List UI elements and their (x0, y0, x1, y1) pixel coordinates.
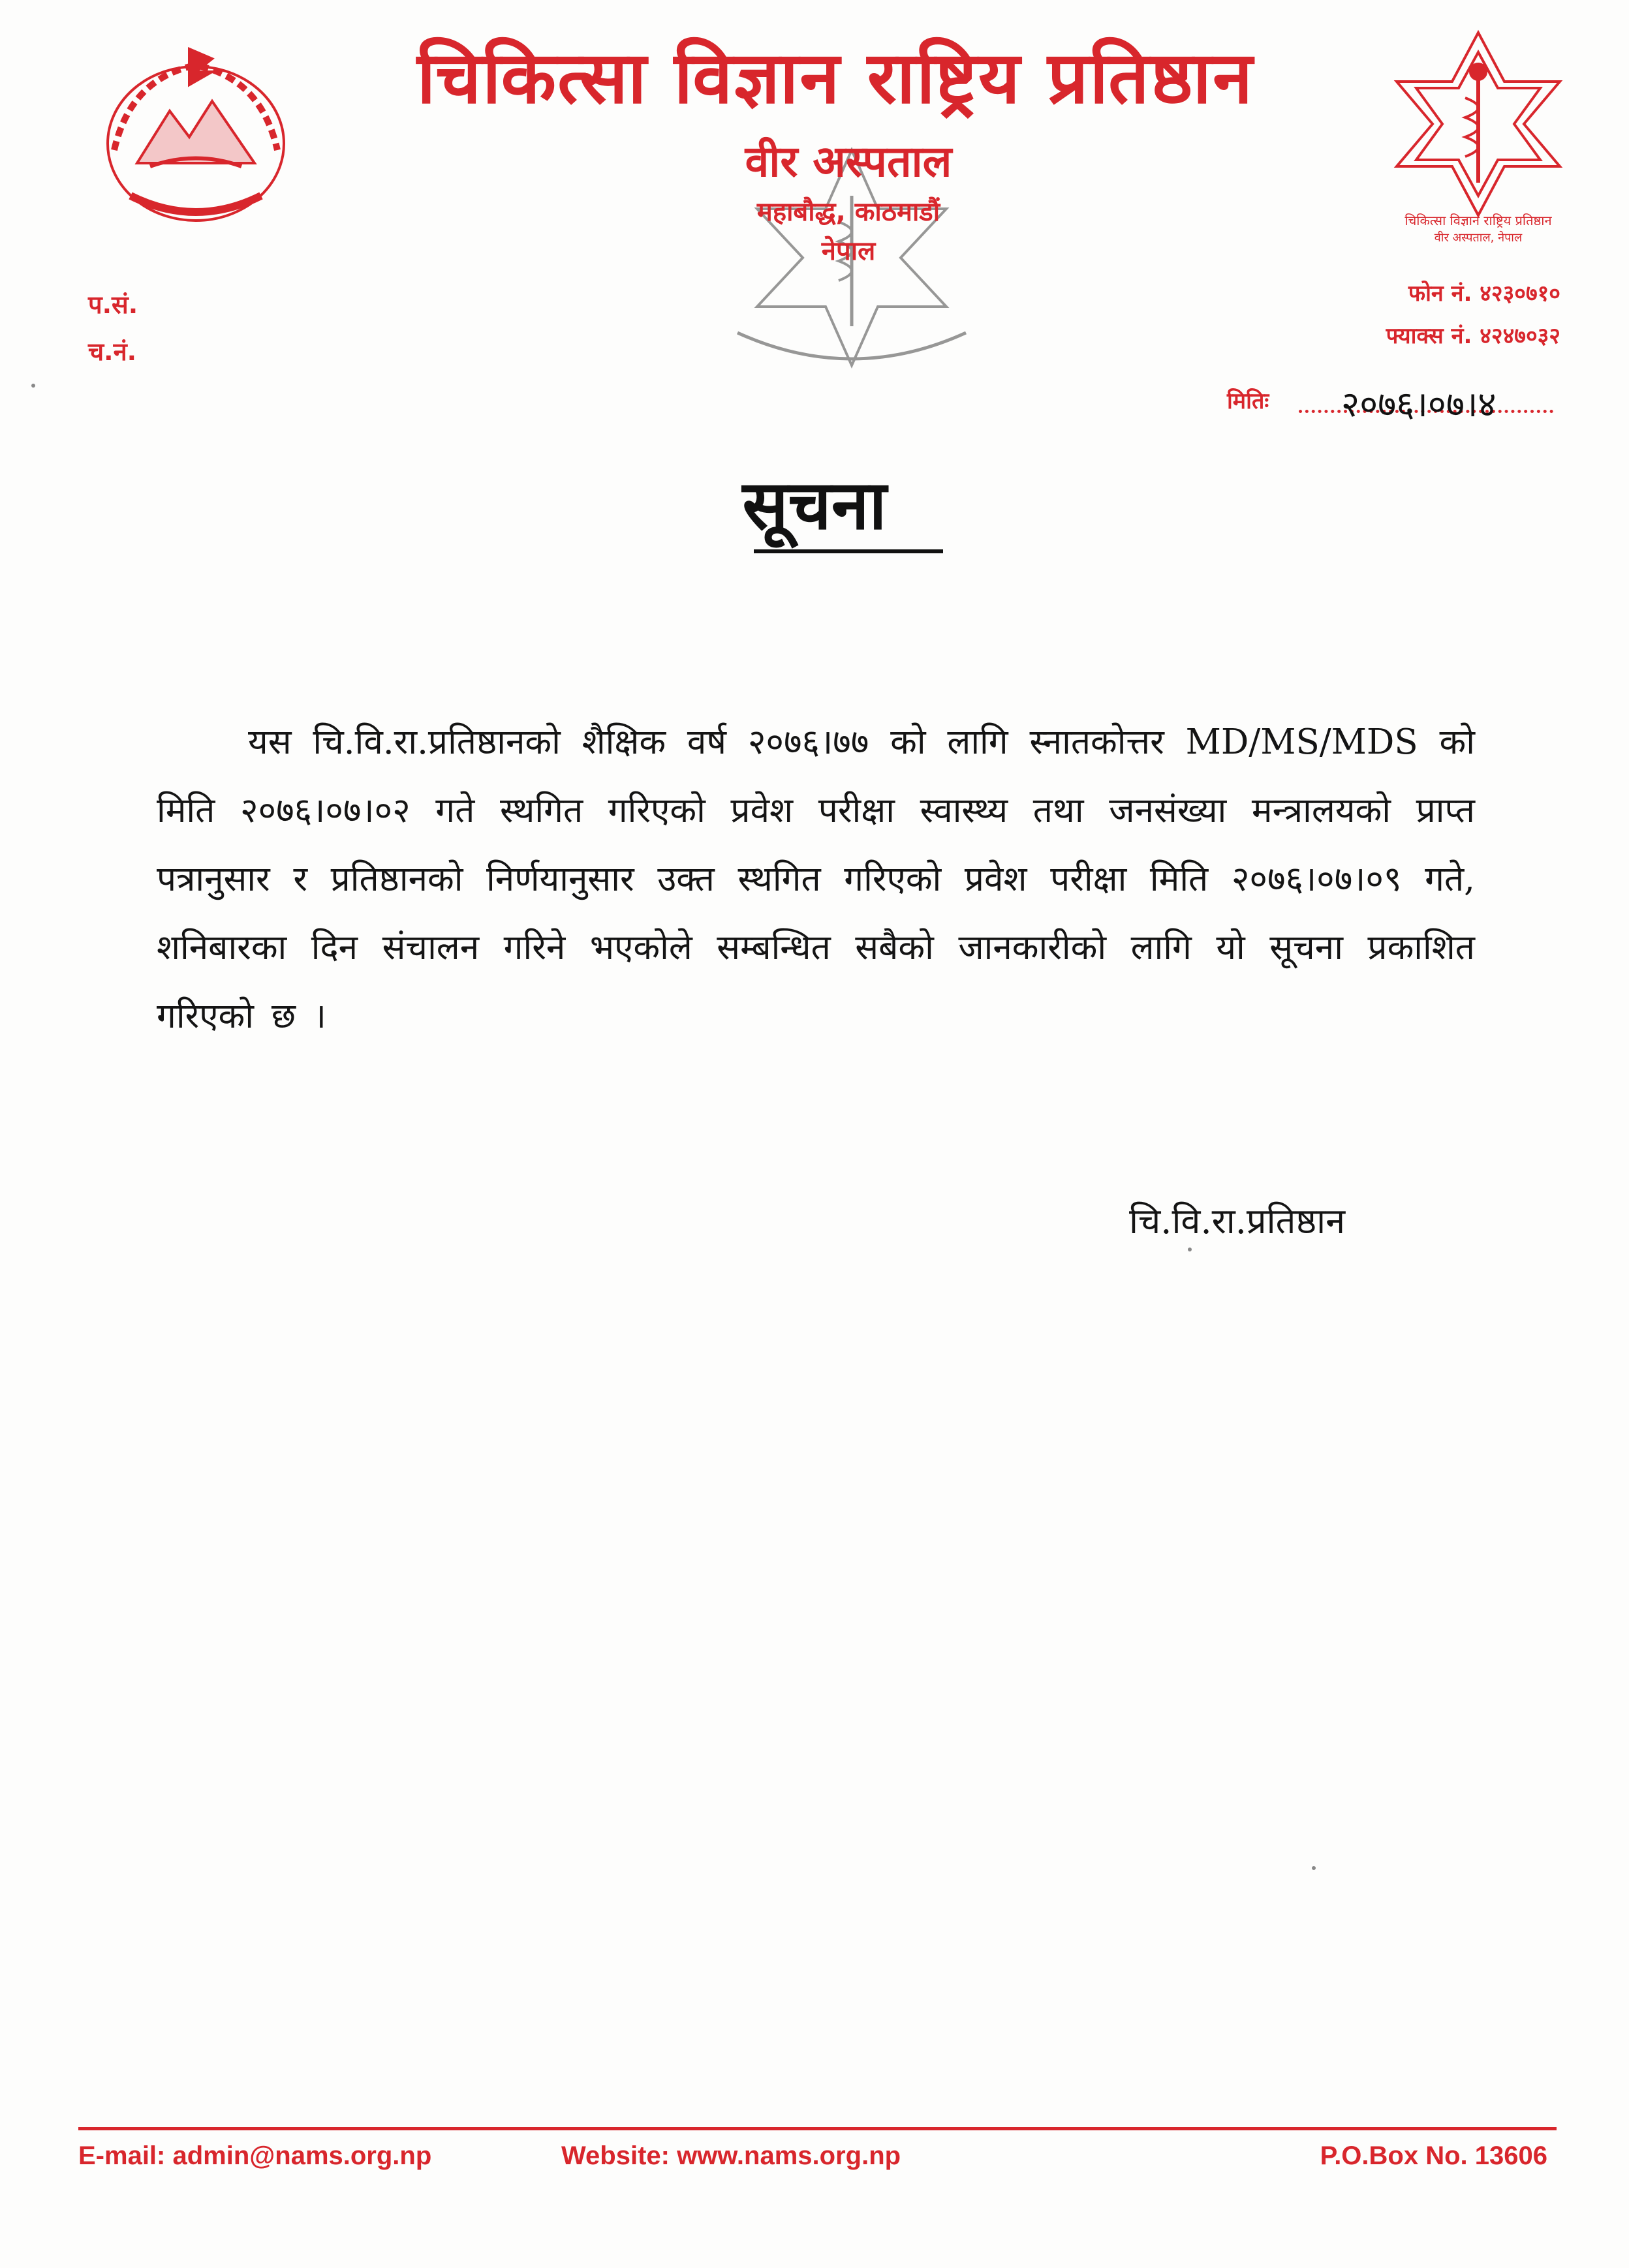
phone-number: फोन नं. ४२३०७१० (1408, 281, 1560, 307)
footer-divider (78, 2127, 1557, 2130)
notice-body: यस चि.वि.रा.प्रतिष्ठानको शैक्षिक वर्ष २०७६।७७ को लागि स्नातकोत्तर MD/MS/MDS को मिति २०७६।०७।०२ गते स्थगित गरिएको प्रवेश परीक्षा स्वास्थ्य तथा जनसंख्या मन्त्रालयको प्राप्त पत्रानुसार र प्रतिष्ठानको निर्णयानुसार उक्त स्थगित गरिएको प्रवेश परीक्षा मिति २०७६।०७।०९ गते, शनिबारका दिन संचालन गरिने भएकोले सम्बन्धित सबैको जानकारीको लागि यो सूचना प्रकाशित गरिएको छ । (157, 722, 1475, 1036)
footer-website: Website: www.nams.org.np (561, 2141, 901, 2170)
date-label: मितिः (1227, 388, 1269, 414)
scan-speck (31, 384, 35, 388)
hospital-address-line1: महाबौद्ध, काठमाडौं (756, 197, 940, 227)
nams-star-logo (1384, 26, 1573, 248)
scan-speck (1188, 1248, 1192, 1251)
footer-email: E-mail: admin@nams.org.np (78, 2141, 432, 2170)
hospital-address-line2: नेपाल (821, 236, 876, 266)
organization-title: चिकित्सा विज्ञान राष्ट्रिय प्रतिष्ठान (416, 36, 1254, 119)
fax-number: फ्याक्स नं. ४२४७०३२ (1386, 323, 1560, 349)
title-underline (754, 549, 943, 553)
scan-speck (1312, 1866, 1316, 1870)
reference-number-label: प.सं. (88, 290, 138, 319)
dispatch-number-label: च.नं. (88, 337, 137, 366)
date-value: २०७६।०७।४ (1341, 384, 1497, 425)
footer-pobox: P.O.Box No. 13606 (1320, 2141, 1547, 2170)
signature-org: चि.वि.रा.प्रतिष्ठान (1129, 1201, 1346, 1242)
svg-text:चिकित्सा विज्ञान राष्ट्रिय प्र: चिकित्सा विज्ञान राष्ट्रिय प्रतिष्ठान (1404, 213, 1552, 228)
nepal-emblem-logo (91, 39, 300, 235)
hospital-name: वीर अस्पताल (745, 136, 952, 187)
notice-title: सूचना (742, 465, 887, 545)
date-row (1227, 378, 1566, 424)
svg-text:वीर अस्पताल, नेपाल: वीर अस्पताल, नेपाल (1434, 231, 1523, 245)
